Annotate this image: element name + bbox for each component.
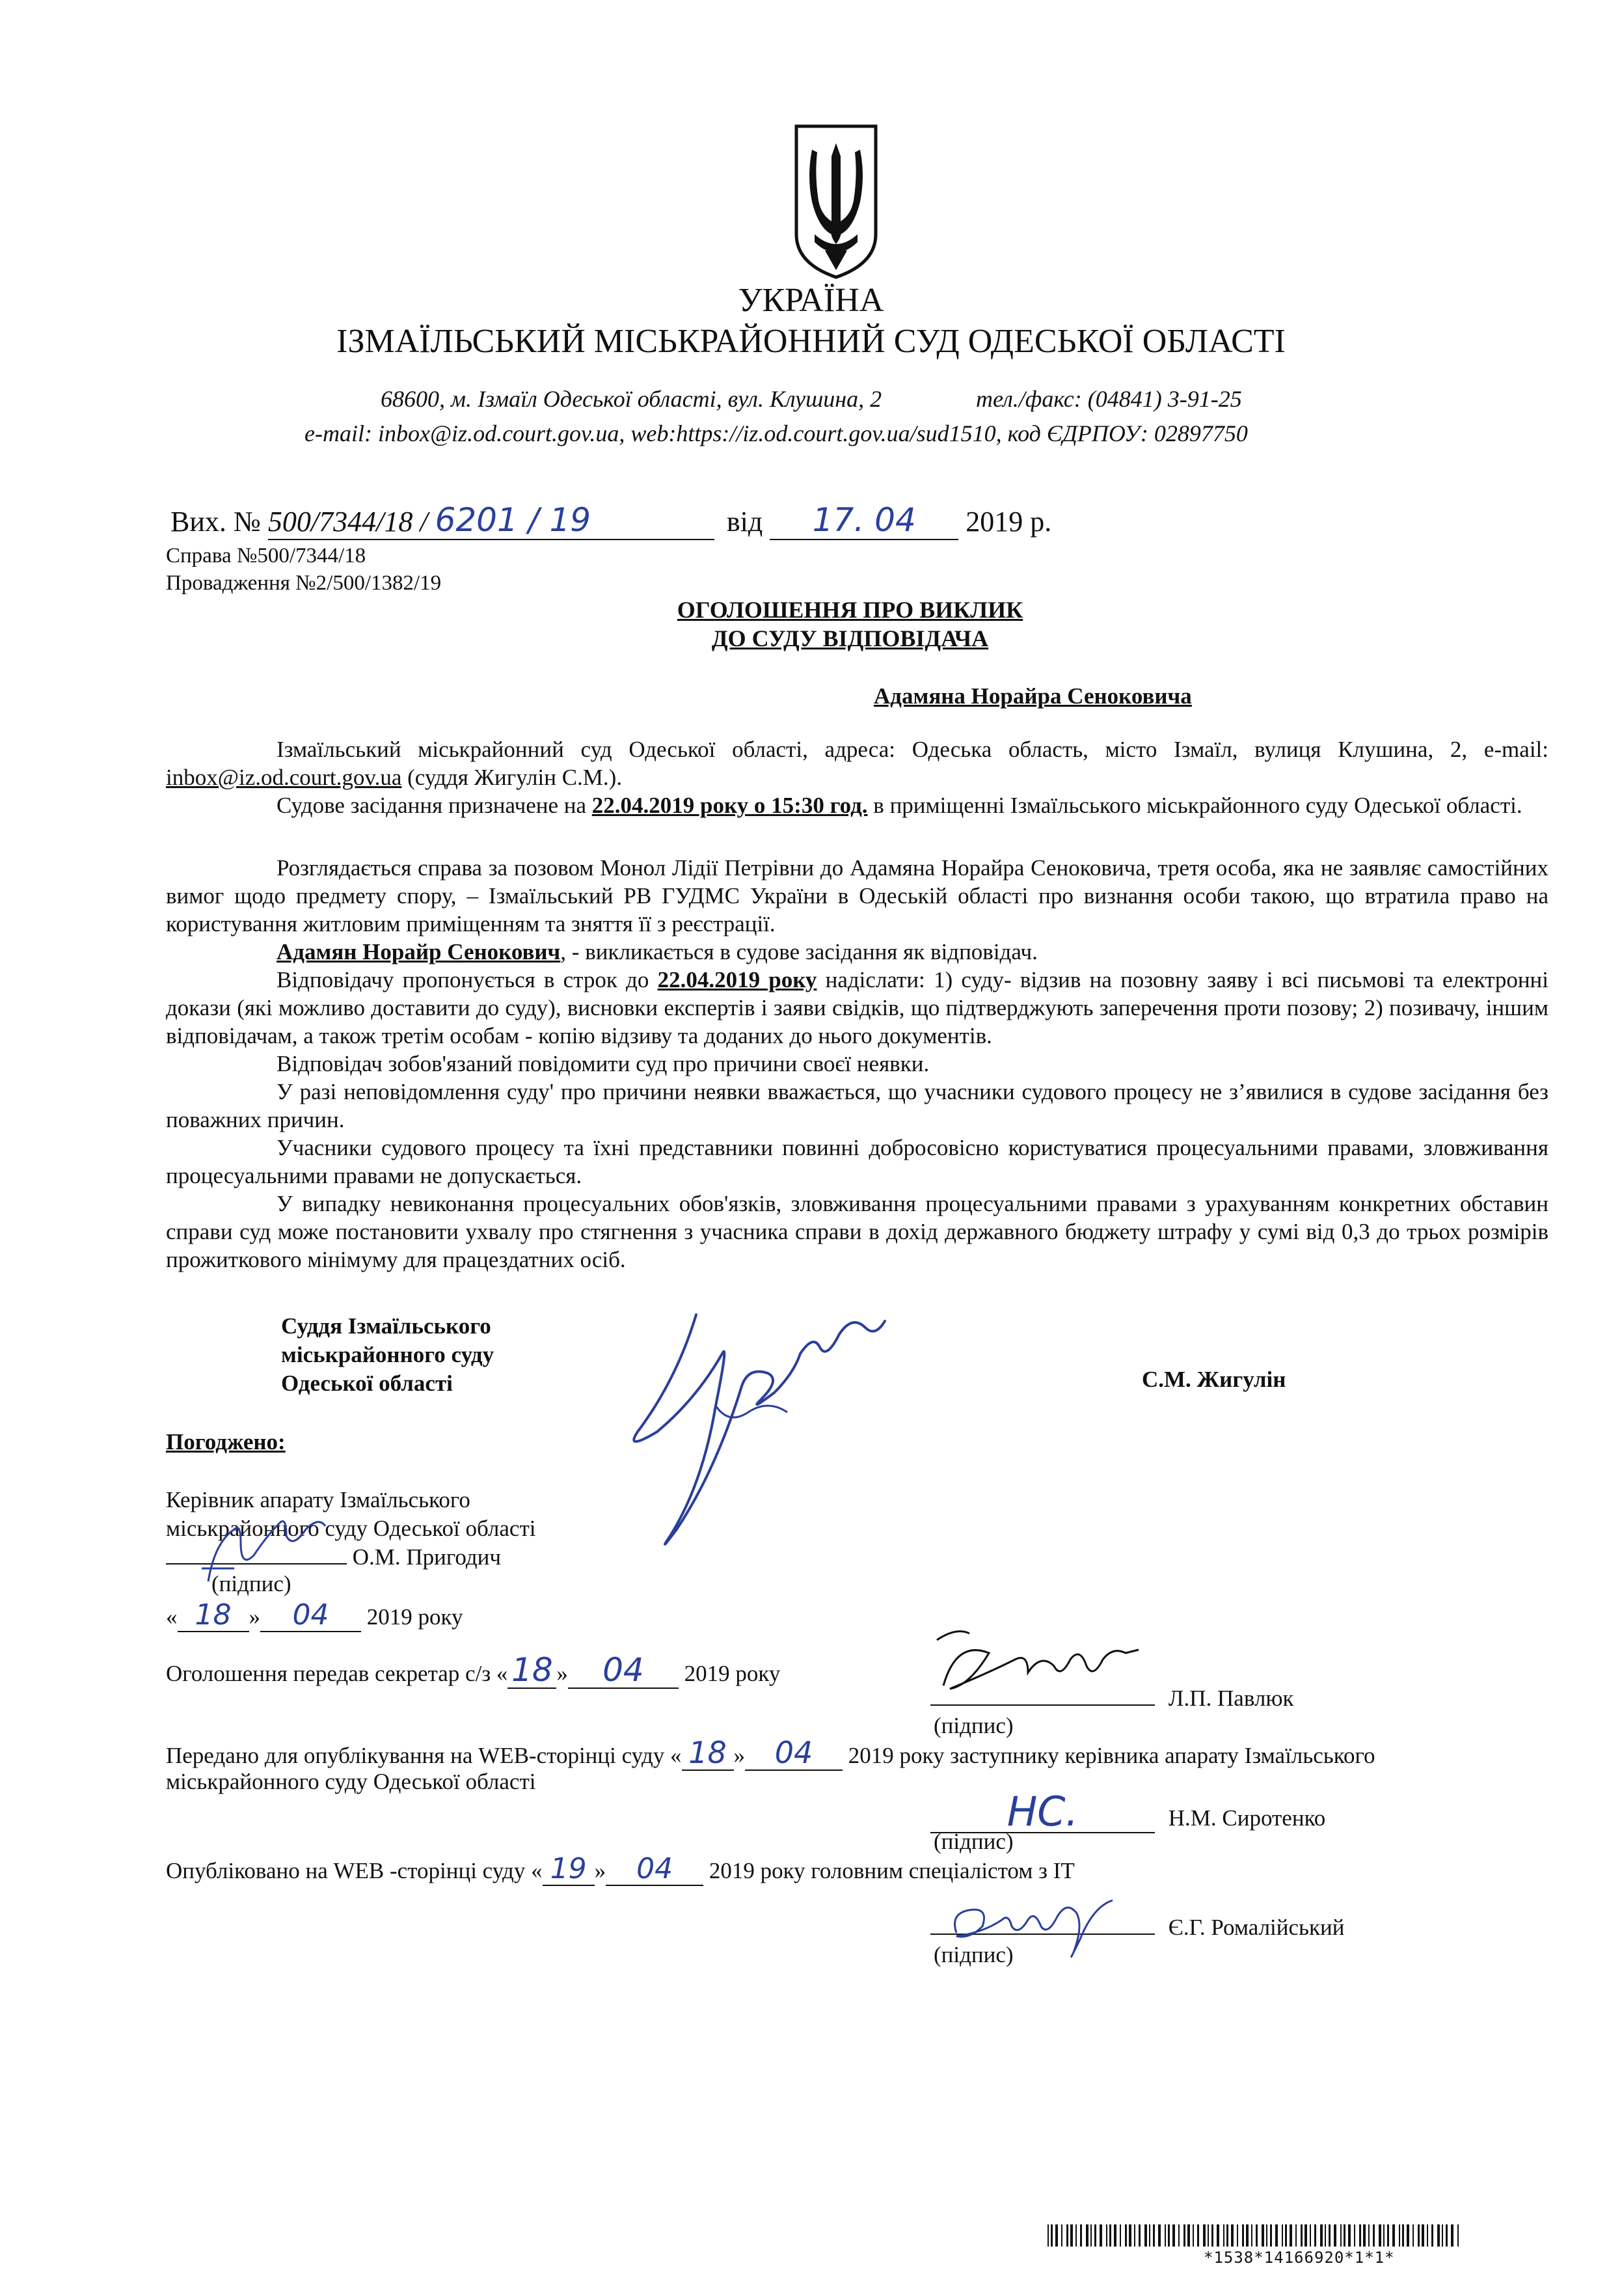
secretary-year: 2019 року <box>684 1661 781 1686</box>
court-phone: тел./факс: (04841) 3-91-25 <box>976 386 1242 412</box>
judge-title-line3: Одеської області <box>281 1371 453 1396</box>
outgoing-from-label: від <box>726 506 763 538</box>
summons-text: , - викликається в судове засідання як відповідач. <box>560 939 1038 964</box>
hearing-date: 22.04.2019 року о 15:30 год. <box>591 793 868 818</box>
court-info-text: Ізмаїльський міськрайонний суд Одеської області, адреса: Одеська область, місто Ізмаїл, вулиця Клушина, 2, e-mail: <box>277 737 1548 762</box>
published-text-start: Опубліковано на WEB -сторінці суду <box>166 1858 526 1883</box>
outgoing-label: Вих. № <box>170 506 261 538</box>
publication-line: Передано для опублікування на WEB-сторінці суду « 18 » 04 2019 року заступнику керівника апарату Ізмаїльського <box>166 1735 1375 1770</box>
published-day-hand: 19 <box>550 1852 587 1885</box>
judge-title-line2: міськрайонного суду <box>281 1342 494 1367</box>
barcode-icon <box>1048 2224 1464 2250</box>
secretary-line: Оголошення передав секретар с/з « 18 » 04 2019 року <box>166 1651 781 1689</box>
paragraph-penalty: У випадку невиконання процесуальних обов'язків, зловживання процесуальними правами з урахуванням конкретних обставин справи суд може постановити ухвалу про стягнення з учасника справи в дохід державного бюджету штрафу у сумі від 0,3 до трьох розмірів прожиткового мінімуму для працездатних осіб. <box>166 1191 1548 1272</box>
secretary-day-hand: 18 <box>511 1651 553 1689</box>
publication-day-hand: 18 <box>688 1735 727 1770</box>
published-line: Опубліковано на WEB -сторінці суду « 19 » 04 2019 року головним спеціалістом з IT <box>166 1852 1075 1885</box>
publication-line2: міськрайонного суду Одеської області <box>166 1769 536 1794</box>
paragraph-response-deadline <box>166 966 1548 1050</box>
addressee-name: Адамяна Норайра Сеноковича <box>874 683 1192 709</box>
publication-month <box>745 1735 843 1771</box>
secretary-signature <box>930 1614 1145 1712</box>
secretary-name: Л.П. Павлюк <box>1168 1686 1294 1711</box>
coat-of-arms-icon <box>792 124 880 280</box>
published-sign-label: (підпис) <box>934 1942 1014 1967</box>
defendant-name: Адамян Норайр Сенокович <box>277 939 561 964</box>
secretary-sign-label: (підпис) <box>934 1713 1014 1738</box>
case-number: Справа №500/7344/18 <box>166 544 366 567</box>
agreed-date-line: « 18 » 04 2019 року <box>166 1598 463 1632</box>
agreed-date-month <box>260 1598 361 1632</box>
notice-title-line1: ОГОЛОШЕННЯ ПРО ВИКЛИК <box>677 597 1023 623</box>
outgoing-number-printed: 500/7344/18 / <box>267 506 428 538</box>
judge-name: С.М. Жигулін <box>1142 1367 1286 1392</box>
published-day <box>543 1852 595 1886</box>
paragraph-court-info <box>166 735 1548 791</box>
published-month <box>606 1852 703 1886</box>
court-info-judge: (суддя Жигулін С.М.). <box>407 765 623 790</box>
agreed-head-line2: міськрайонного суду Одеської області <box>166 1516 536 1541</box>
published-name: Є.Г. Ромалійський <box>1168 1915 1345 1940</box>
paragraph-notify-absence: Відповідач зобов'язаний повідомити суд про причини своєї неявки. <box>277 1051 930 1076</box>
agreed-sign-label: (підпис) <box>211 1571 291 1596</box>
court-address: 68600, м. Ізмаїл Одеської області, вул. Клушина, 2 <box>381 386 882 412</box>
hearing-text-end: в приміщенні Ізмаїльського міськрайонного суду Одеської області. <box>873 793 1522 818</box>
proceeding-number: Провадження №2/500/1382/19 <box>166 571 442 595</box>
agreed-head-line1: Керівник апарату Ізмаїльського <box>166 1487 470 1512</box>
agreed-head-name: О.М. Пригодич <box>352 1544 502 1570</box>
publication-text-end: 2019 року заступнику керівника апарату Ізмаїльського <box>848 1743 1375 1768</box>
judge-title-line1: Суддя Ізмаїльського <box>281 1313 491 1339</box>
agreed-date-month-hand: 04 <box>292 1598 329 1632</box>
deadline-text-start: Відповідачу пропонується в строк до <box>277 967 649 992</box>
publication-day <box>682 1735 734 1771</box>
deadline-text-end: надіслати: 1) суду- відзив на позовну заяву і всі письмові та електронні докази (які можливо доставити до суду), висновки експертів і заяви свідків, що підтверджують заперечення проти позову; 2) позивачу, іншим відповідачам, а також третім особам - копію відзиву та доданих до нього документів. <box>166 967 1549 1048</box>
court-email-link[interactable]: inbox@iz.od.court.gov.ua <box>166 765 402 790</box>
secretary-month <box>568 1651 679 1689</box>
publication-month-hand: 04 <box>774 1735 813 1770</box>
outgoing-year: 2019 р. <box>966 506 1052 538</box>
paragraph-no-notice: У разі неповідомлення суду' про причини неявки вважається, що учасники судового процесу не з’явилися в судове засідання без поважних причин. <box>166 1079 1548 1132</box>
published-month-hand: 04 <box>636 1852 673 1885</box>
publication-name: Н.М. Сиротенко <box>1168 1805 1326 1831</box>
paragraph-case-subject: Розглядається справа за позовом Монол Лідії Петрівни до Адамяна Норайра Сеноковича, третя особа, яка не заявляє самостійних вимог щодо предмету спору, – Ізмаїльський РВ ГУДМС України в Одеській області про визнання особи такою, що втратила право на користування житловим приміщенням та зняття її з реєстрації. <box>166 855 1548 936</box>
secretary-day <box>507 1651 556 1689</box>
hearing-text-start: Судове засідання призначене на <box>277 793 587 818</box>
agreed-date-year: 2019 року <box>366 1604 463 1630</box>
publication-sign-hand: НС. <box>1007 1788 1079 1835</box>
court-heading: ІЗМАЇЛЬСЬКИЙ МІСЬКРАЙОННИЙ СУД ОДЕСЬКОЇ ОБЛАСТІ <box>336 323 1286 360</box>
publication-sign-label: (підпис) <box>934 1829 1014 1854</box>
secretary-month-hand: 04 <box>602 1651 644 1689</box>
court-contacts: e-mail: inbox@iz.od.court.gov.ua, web:https://iz.od.court.gov.ua/sud1510, код ЄДРПОУ: 02897750 <box>304 420 1248 446</box>
publication-text-start: Передано для опублікування на WEB-сторінці суду <box>166 1743 665 1768</box>
published-text-end: 2019 року головним спеціалістом з IT <box>709 1858 1075 1883</box>
agreed-date-day <box>178 1598 249 1632</box>
paragraph-good-faith: Учасники судового процесу та їхні представники повинні добросовісно користуватися процесуальними правами, зловживання процесуальними правами не допускається. <box>166 1135 1548 1188</box>
outgoing-number-field <box>268 501 714 540</box>
judge-signature <box>618 1276 891 1555</box>
outgoing-date-handwritten: 17. 04 <box>812 501 916 539</box>
country-heading: УКРАЇНА <box>738 282 884 319</box>
outgoing-date-field <box>770 501 958 540</box>
barcode-text: *1538*14166920*1*1* <box>1204 2248 1395 2267</box>
notice-title-line2: ДО СУДУ ВІДПОВІДАЧА <box>711 625 989 651</box>
agreed-date-day-hand: 18 <box>195 1598 232 1632</box>
agreed-label: Погоджено: <box>166 1429 286 1455</box>
outgoing-number-handwritten: 6201 / 19 <box>435 501 591 539</box>
outgoing-number-line <box>170 501 1051 540</box>
deadline-date: 22.04.2019 року <box>657 967 817 992</box>
paragraph-summons <box>166 938 1548 966</box>
paragraph-hearing <box>166 791 1548 819</box>
secretary-text: Оголошення передав секретар с/з <box>166 1661 491 1686</box>
